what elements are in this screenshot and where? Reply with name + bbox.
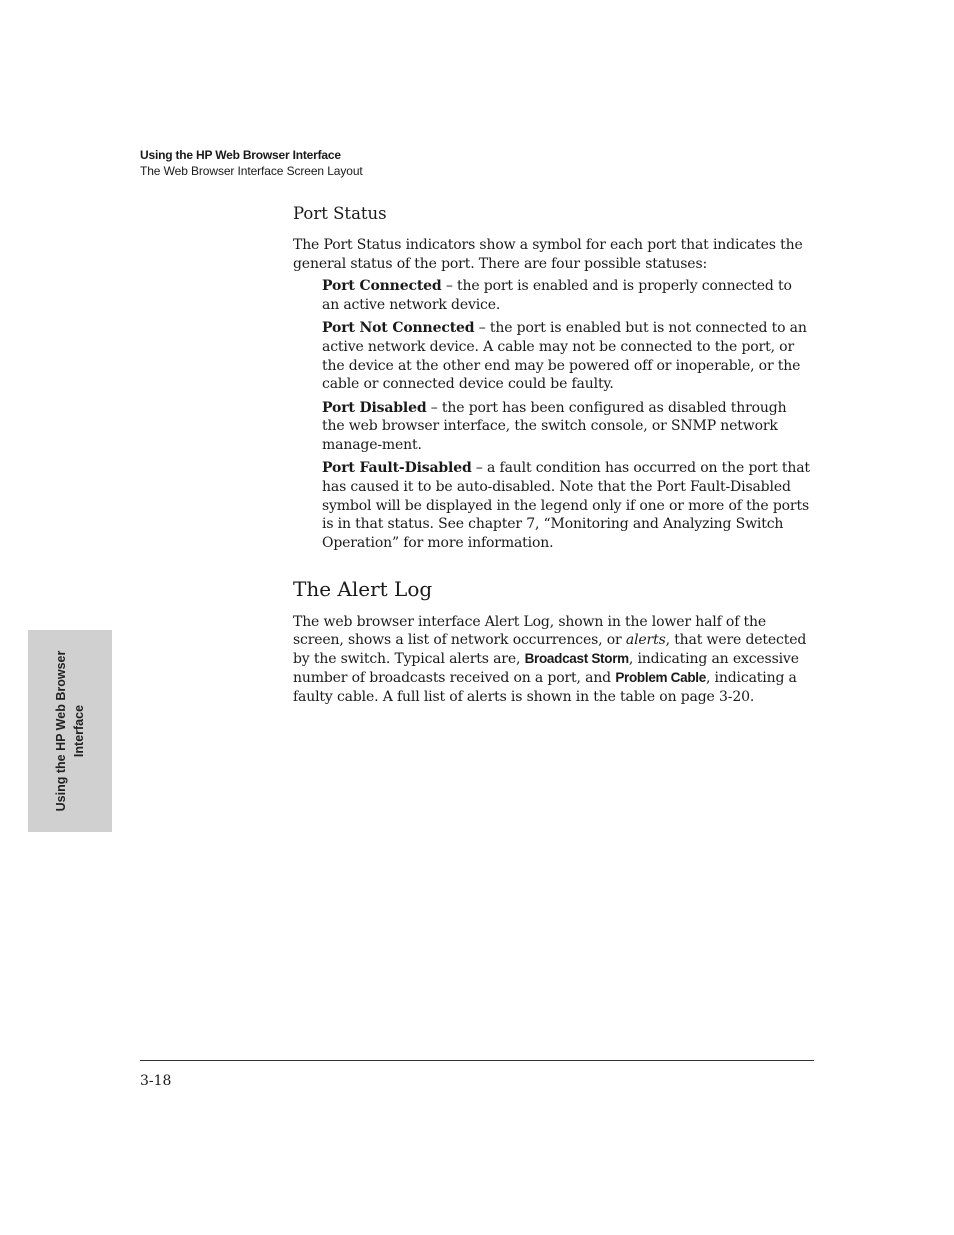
alert-log-text-3: , indicating an excessive number of broadcasts received on a port, and xyxy=(293,651,799,686)
alert-name-broadcast-storm: Broadcast Storm xyxy=(524,651,629,667)
alert-log-text-1: The web browser interface Alert Log, shown in the lower half of the screen, shows a list of network occurrences, or xyxy=(293,613,767,649)
status-item-fault-disabled xyxy=(322,459,813,553)
alert-log-paragraph xyxy=(293,613,813,707)
port-status-list xyxy=(322,277,813,552)
side-tab-line-2: Interface xyxy=(72,704,86,758)
status-term: Port Disabled xyxy=(322,399,427,416)
status-description: – the port is enabled but is not connected to an active network device. A cable may not be connected to the port, or the device at the other end may be powered off or inoperable, or the cable or connected device could be faulty. xyxy=(322,320,807,393)
chapter-side-tab xyxy=(28,630,112,832)
page-content xyxy=(293,202,813,706)
alerts-emphasis: alerts xyxy=(625,632,666,649)
port-status-heading: Port Status xyxy=(293,204,387,223)
status-term: Port Connected xyxy=(322,278,442,295)
port-status-intro: The Port Status indicators show a symbol for each port that indicates the general status of the port. There are four possible statuses: xyxy=(293,237,803,272)
running-head xyxy=(140,147,363,179)
status-description: – the port has been configured as disabled through the web browser interface, the switch console, or SNMP network manage-ment. xyxy=(322,399,787,454)
running-head-section-title: The Web Browser Interface Screen Layout xyxy=(140,164,363,178)
status-term: Port Not Connected xyxy=(322,320,475,337)
status-item-not-connected xyxy=(322,319,813,394)
alert-log-text-4: , indicating a faulty cable. A full list of alerts is shown in the table on page 3-20. xyxy=(293,669,797,705)
running-head-chapter-title: Using the HP Web Browser Interface xyxy=(140,148,341,162)
status-description: – the port is enabled and is properly connected to an active network device. xyxy=(322,278,792,314)
alert-log-heading: The Alert Log xyxy=(293,576,433,601)
alert-name-problem-cable: Problem Cable xyxy=(615,669,706,685)
page-number: 3-18 xyxy=(140,1073,172,1089)
side-tab-label xyxy=(52,636,88,826)
status-description: – a fault condition has occurred on the port that has caused it to be auto-disabled. Note that the Port Fault-Disabled symbol will be displayed in the legend only if one or more of the ports is in that status. See chapter 7, “Monitoring and Analyzing Switch Operation” for more information. xyxy=(322,460,810,552)
status-term: Port Fault-Disabled xyxy=(322,460,472,477)
alert-log-text-2: , that were detected by the switch. Typical alerts are, xyxy=(293,632,807,668)
status-item-disabled xyxy=(322,399,813,455)
status-item-connected xyxy=(322,277,813,314)
footer-rule xyxy=(140,1060,814,1061)
side-tab-line-1: Using the HP Web Browser xyxy=(54,650,68,812)
